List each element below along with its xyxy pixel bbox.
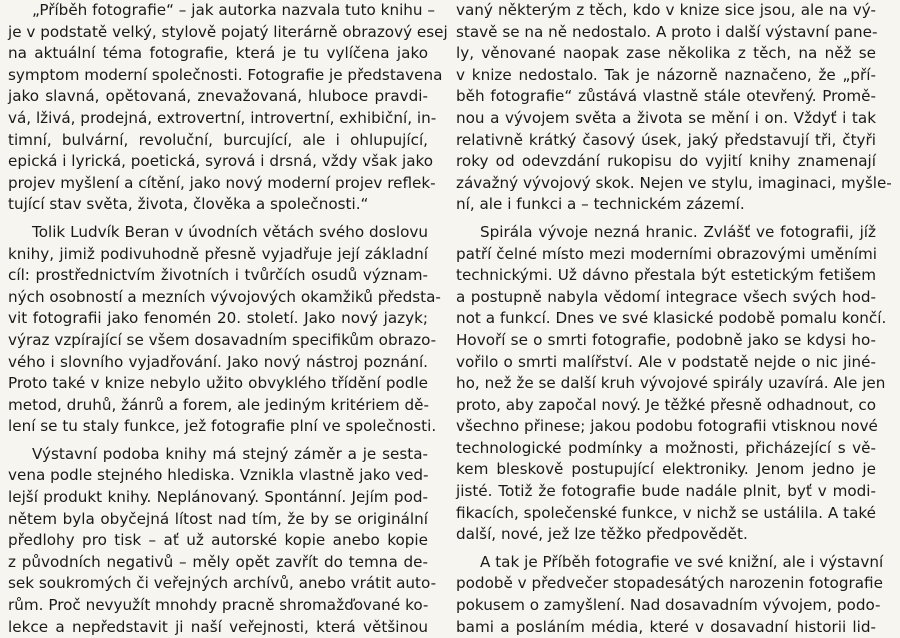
text-line: cíl: prostřednictvím životních i tvůrčích osudů význam- xyxy=(8,266,428,285)
text-line: kem bleskově postupující elektroniky. Jenom jedno je xyxy=(456,460,876,479)
text-line: je v podstatě velký, stylově pojatý literárně obrazový esej xyxy=(8,22,448,41)
text-line: nětem byla obyčejná lítost nad tím, že by se originální xyxy=(8,509,428,528)
text-line: ných osobností a mezních vývojových okamžiků předsta- xyxy=(8,287,441,306)
text-line: vaný některým z těch, kdo v knize sice jsou, ale na vý- xyxy=(456,1,876,19)
text-line: tující stav světa, života, člověka a společnosti.“ xyxy=(8,195,369,214)
text-line: symptom moderní společnosti. Fotografie je představena xyxy=(8,65,443,84)
text-line: rům. Proč nevyužít mnohdy pracně shromažďované ko- xyxy=(8,596,429,615)
text-line: patří čelné místo mezi moderními obrazovými uměními xyxy=(456,244,877,263)
text-line: metod, druhů, žánrů a forem, ale jediným kritériem dě- xyxy=(8,395,429,414)
text-line: bami a posláním média, které v dosavadní historii lid- xyxy=(456,617,876,636)
text-line: Proto také v knize nebylo užito obvyklého třídění podle xyxy=(8,374,428,393)
text-line: další, nové, jež lze těžko předpovědět. xyxy=(456,525,748,544)
text-line: Spirála vývoje nezná hranic. Zvlášť ve fotografii, jíž xyxy=(480,222,876,241)
text-line: ly, věnované naopak zase několika z těch, na něž se xyxy=(456,44,876,63)
text-line: na aktuální téma fotografie, která je tu vylíčena jako xyxy=(8,44,428,63)
text-line: vena podle stejného hlediska. Vznikla vlastně jako ved- xyxy=(8,466,429,485)
text-line: vit fotografii jako fenomén 20. století. Jako nový jazyk; xyxy=(8,309,428,328)
text-line: roky od odevzdání rukopisu do vyjití knihy znamenají xyxy=(456,152,876,171)
text-line: v knize nedostalo. Tak je názorně naznačeno, že „pří- xyxy=(456,65,876,84)
text-line: lejší produkt knihy. Neplánovaný. Spontánní. Jejím pod- xyxy=(8,488,428,507)
text-line: ho, než že se další kruh vývojové spirály uzavírá. Ale jen xyxy=(456,374,886,393)
text-line: fikacích, společenské funkce, v nichž se ustálila. A také xyxy=(456,503,876,522)
text-line: timní, bulvární, revoluční, burcující, ale i ohlupující, xyxy=(8,130,428,149)
text-line: sek soukromých či veřejných archívů, anebo vrátit auto- xyxy=(8,574,437,593)
text-line: předlohy pro tisk – ať už autorské kopie anebo kopie xyxy=(8,531,428,550)
text-line: jako slavná, opětovaná, znevažovaná, hluboce pravdi- xyxy=(8,87,428,106)
text-line: lekce a nepředstavit ji naší veřejnosti, která většinou xyxy=(8,617,428,636)
text-line: nou a vývojem světa a života se mění i on. Vždyť i tak xyxy=(456,108,876,127)
text-line: A tak je Příběh fotografie ve své knižní, ale i výstavní xyxy=(480,552,884,571)
text-line: „Příběh fotografie“ – jak autorka nazvala tuto knihu – xyxy=(32,1,435,19)
text-line: technickými. Už dávno přestala být estetickým fetišem xyxy=(456,266,876,285)
text-line: lení se tu staly funkce, jež fotografie plní ve společnosti. xyxy=(8,417,437,436)
text-line: projev myšlení a cítění, jako nový moderní projev reflek- xyxy=(8,173,436,192)
text-line: Hovoří se o smrti fotografie, podobně jako se kdysi ho- xyxy=(456,330,876,349)
text-line: Tolik Ludvík Beran v úvodních větách svého doslovu xyxy=(32,222,428,241)
text-line: stavě se na ně nedostalo. A proto i další výstavní pane- xyxy=(456,22,878,41)
right-column xyxy=(456,0,892,638)
text-line: not a funkcí. Dnes ve své klasické podobě pomalu končí. xyxy=(456,309,887,328)
text-line: a postupně nabyla vědomí integrace všech svých hod- xyxy=(456,287,876,306)
text-line: z původních negativů – měly opět zavřít do temna de- xyxy=(8,552,428,571)
text-line: epická i lyrická, poetická, syrová i drsná, vždy však jako xyxy=(8,152,434,171)
text-line: technologické podmínky a možnosti, přicházející s vě- xyxy=(456,438,876,457)
text-line: Výstavní podoba knihy má stejný záměr a je sesta- xyxy=(32,444,428,463)
text-line: podobě v předvečer stopadesátých narozenin fotografie xyxy=(456,574,883,593)
text-line: knihy, jimiž podivuhodně přesně vyjadřuje její základní xyxy=(8,244,428,263)
left-column xyxy=(8,0,448,638)
text-line: vá, lživá, prodejná, extrovertní, introvertní, exhibiční, in- xyxy=(8,108,437,127)
text-line: proto, aby započal nový. Je těžké přesně odhadnout, co xyxy=(456,395,877,414)
text-line: vého i slovního vyjadřování. Jako nový nástroj poznání. xyxy=(8,352,428,371)
text-line: vořilo o smrti malířství. Ale v podstatě nejde o nic jiné- xyxy=(456,352,876,371)
text-line: výraz vzpírající se všem dosavadním specifikům obrazo- xyxy=(8,330,437,349)
text-line: jisté. Totiž že fotografie bude nadále plnit, byť v modi- xyxy=(456,482,876,501)
text-line: ní, ale i funkci a – technickém zázemí. xyxy=(456,195,745,214)
text-line: všechno přinese; jakou podobu fotografii vtisknou nové xyxy=(456,417,878,436)
text-line: závažný vývojový skok. Nejen ve stylu, imaginaci, myšle- xyxy=(456,173,892,192)
text-line: běh fotografie“ zůstává vlastně stále otevřený. Promě- xyxy=(456,87,876,106)
text-line: pokusem o zamyšlení. Nad dosavadním vývojem, podo- xyxy=(456,596,881,615)
text-line: relativně krátký časový úsek, jaký představují tři, čtyři xyxy=(456,130,876,149)
